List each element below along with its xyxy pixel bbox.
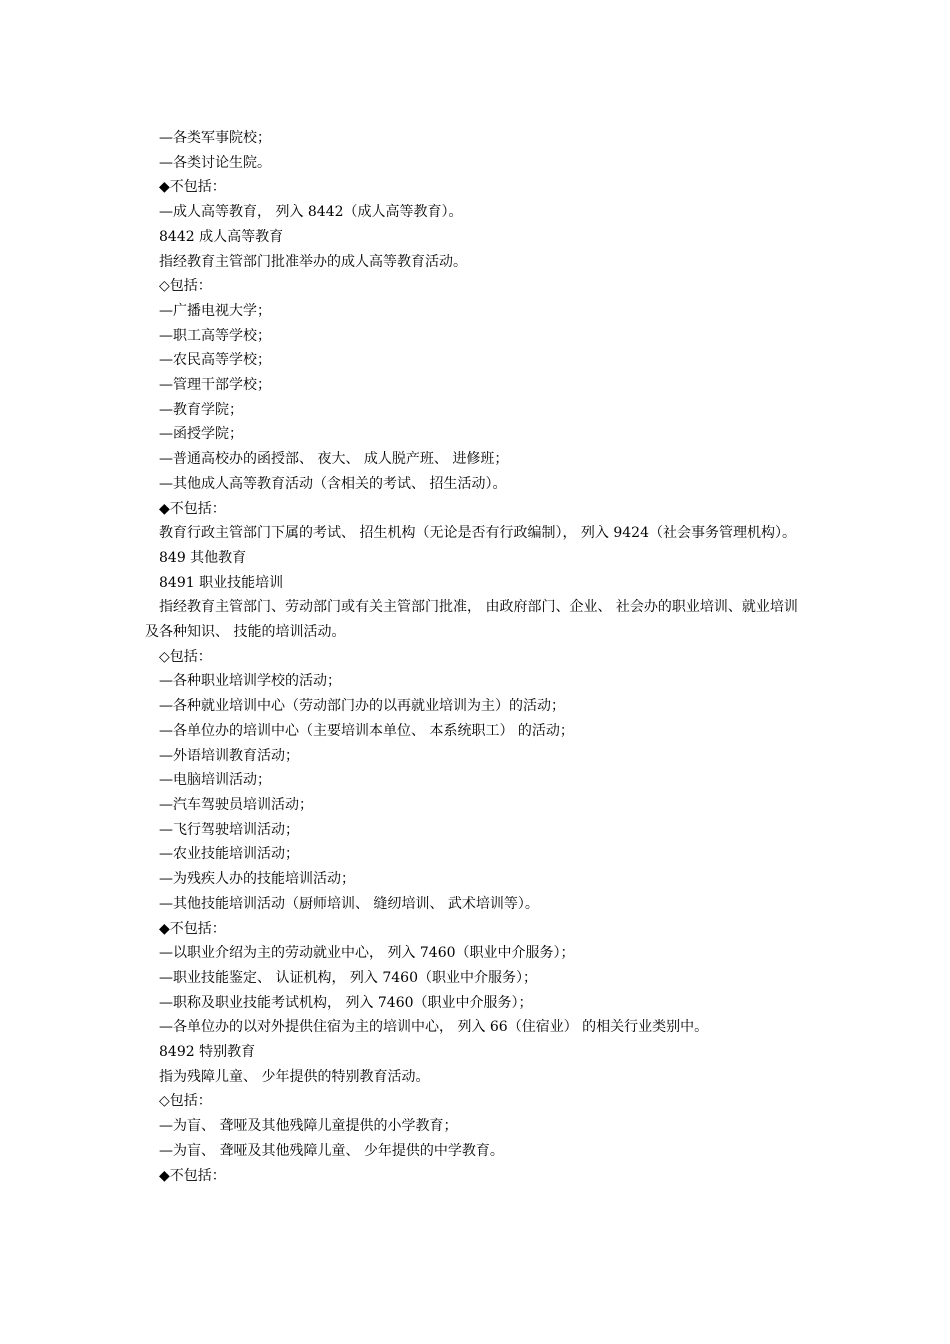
text-line: 指为残障儿童、 少年提供的特别教育活动。	[159, 1068, 430, 1085]
text-line: ◇包括：	[159, 1093, 212, 1110]
text-line: —电脑培训活动；	[159, 772, 271, 789]
text-line: —各种就业培训中心（劳动部门办的以再就业培训为主）的活动；	[159, 698, 565, 715]
text-line: —其他技能培训活动（厨师培训、 缝纫培训、 武术培训等）。	[159, 895, 539, 912]
text-line: —为盲、 聋哑及其他残障儿童提供的小学教育；	[159, 1118, 458, 1135]
text-line: —各类讨论生院。	[159, 154, 271, 171]
text-line: —广播电视大学；	[159, 302, 271, 319]
text-line: 8442 成人高等教育	[159, 228, 284, 245]
text-line: ◆不包括：	[159, 500, 226, 517]
text-line: ◆不包括：	[159, 920, 226, 937]
paragraph: 教育行政主管部门下属的考试、 招生机构（无论是否有行政编制）， 列入 9424（社会事务管理机构）。	[159, 525, 796, 542]
text-line: —成人高等教育， 列入 8442（成人高等教育）。	[159, 204, 463, 221]
text-line: —农民高等学校；	[159, 352, 271, 369]
text-line: —为残疾人办的技能培训活动；	[159, 871, 355, 888]
text-line: —飞行驾驶培训活动；	[159, 821, 299, 838]
paragraph: 指经教育主管部门、劳动部门或有关主管部门批准， 由政府部门、企业、 社会办的职业培训、就业培训及各种知识、 技能的培训活动。	[145, 599, 798, 641]
text-line: —为盲、 聋哑及其他残障儿童、 少年提供的中学教育。	[159, 1142, 504, 1159]
text-line: 8491 职业技能培训	[159, 574, 284, 591]
text-line: —管理干部学校；	[159, 377, 271, 394]
text-line: —教育学院；	[159, 401, 243, 418]
text-line: 指经教育主管部门批准举办的成人高等教育活动。	[159, 253, 467, 270]
text-line: 849 其他教育	[159, 549, 247, 566]
text-line: 8492 特别教育	[159, 1044, 256, 1061]
text-line: —其他成人高等教育活动（含相关的考试、 招生活动）。	[159, 475, 507, 492]
text-line: —农业技能培训活动；	[159, 846, 299, 863]
text-line: —以职业介绍为主的劳动就业中心， 列入 7460（职业中介服务）；	[159, 945, 575, 962]
text-line: —外语培训教育活动；	[159, 747, 299, 764]
text-line: —函授学院；	[159, 426, 243, 443]
text-line: —职工高等学校；	[159, 327, 271, 344]
text-line: —汽车驾驶员培训活动；	[159, 796, 313, 813]
text-line: ◇包括：	[159, 278, 212, 295]
text-line: —各类军事院校；	[159, 130, 271, 146]
text-line: —职称及职业技能考试机构， 列入 7460（职业中介服务）；	[159, 994, 533, 1011]
text-line: —各单位办的培训中心（主要培训本单位、 本系统职工） 的活动；	[159, 722, 574, 739]
text-line: —各种职业培训学校的活动；	[159, 673, 341, 690]
text-line: ◆不包括：	[159, 179, 226, 196]
document-body	[145, 126, 810, 1188]
text-line: ◆不包括：	[159, 1167, 226, 1184]
text-line: ◇包括：	[159, 648, 212, 665]
text-line: —普通高校办的函授部、 夜大、 成人脱产班、 进修班；	[159, 451, 509, 468]
text-line: —各单位办的以对外提供住宿为主的培训中心， 列入 66（住宿业） 的相关行业类别中。	[159, 1019, 709, 1036]
text-line: —职业技能鉴定、 认证机构， 列入 7460（职业中介服务）；	[159, 969, 537, 986]
